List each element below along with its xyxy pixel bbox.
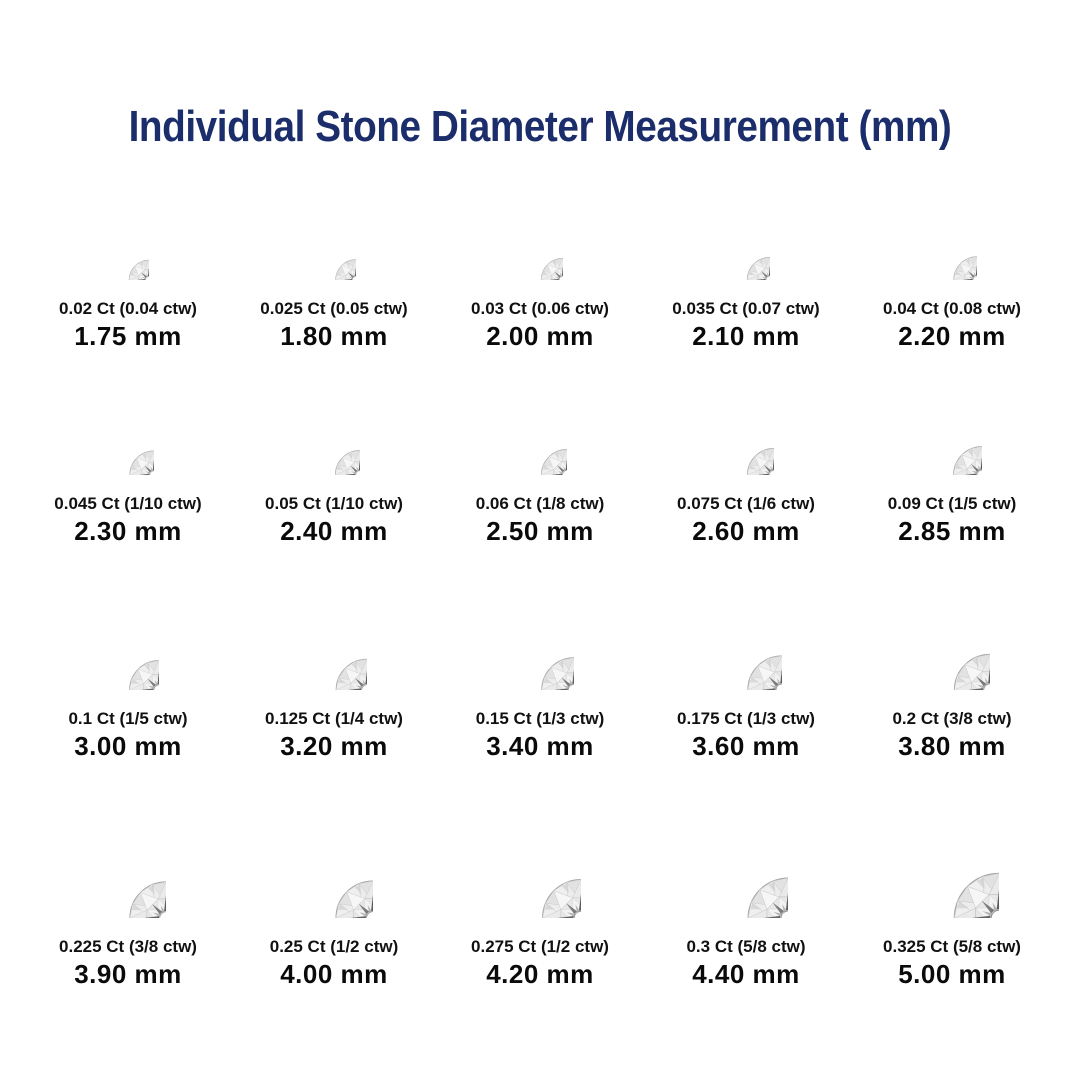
diameter-label: 3.40 mm: [486, 730, 594, 761]
carat-weight-label: 0.175 Ct (1/3 ctw): [677, 708, 815, 728]
diameter-label: 4.40 mm: [692, 958, 800, 989]
diamond-icon: [90, 842, 166, 918]
carat-weight-label: 0.045 Ct (1/10 ctw): [54, 493, 202, 513]
diameter-label: 2.50 mm: [486, 515, 594, 546]
carat-weight-label: 0.275 Ct (1/2 ctw): [471, 936, 609, 956]
diamond-icon: [500, 837, 581, 918]
diameter-label: 2.20 mm: [898, 320, 1006, 351]
diameter-label: 4.00 mm: [280, 958, 388, 989]
diamond-icon: [103, 424, 154, 475]
diamond-icon: [704, 834, 788, 918]
diameter-label: 3.20 mm: [280, 730, 388, 761]
stone-cell: [231, 200, 437, 352]
diamond-icon: [905, 824, 999, 918]
stone-cell: [849, 588, 1055, 762]
carat-weight-label: 0.02 Ct (0.04 ctw): [59, 298, 197, 318]
stone-cell: [643, 588, 849, 762]
diameter-label: 2.85 mm: [898, 515, 1006, 546]
diamond-icon: [506, 622, 574, 690]
carat-weight-label: 0.05 Ct (1/10 ctw): [265, 493, 403, 513]
diameter-label: 3.60 mm: [692, 730, 800, 761]
diameter-label: 1.75 mm: [74, 320, 182, 351]
diamond-icon: [308, 423, 360, 475]
diameter-label: 2.60 mm: [692, 515, 800, 546]
carat-weight-label: 0.125 Ct (1/4 ctw): [265, 708, 403, 728]
carat-weight-label: 0.03 Ct (0.06 ctw): [471, 298, 609, 318]
stone-cell: [231, 588, 437, 762]
stone-cell: [643, 200, 849, 352]
diamond-icon: [517, 234, 563, 280]
diamond-icon: [722, 232, 770, 280]
diamond-icon: [928, 231, 977, 280]
diamond-icon: [107, 238, 149, 280]
stone-cell: [25, 803, 231, 990]
stone-cell: [437, 390, 643, 547]
carat-weight-label: 0.2 Ct (3/8 ctw): [892, 708, 1012, 728]
diameter-label: 5.00 mm: [898, 958, 1006, 989]
carat-weight-label: 0.04 Ct (0.08 ctw): [883, 298, 1021, 318]
diameter-label: 2.30 mm: [74, 515, 182, 546]
diamond-icon: [513, 421, 567, 475]
diamond-icon: [718, 419, 774, 475]
stone-row: [25, 390, 1055, 547]
stone-cell: [849, 390, 1055, 547]
diamond-icon: [915, 615, 990, 690]
stone-row: [25, 588, 1055, 762]
diamond-icon: [295, 840, 373, 918]
diameter-label: 2.10 mm: [692, 320, 800, 351]
page-title: Individual Stone Diameter Measurement (mm): [128, 102, 952, 151]
diameter-label: 1.80 mm: [280, 320, 388, 351]
stone-cell: [437, 588, 643, 762]
stone-cell: [643, 803, 849, 990]
stone-cell: [25, 200, 231, 352]
diameter-label: 3.00 mm: [74, 730, 182, 761]
diameter-label: 3.80 mm: [898, 730, 1006, 761]
carat-weight-label: 0.1 Ct (1/5 ctw): [68, 708, 188, 728]
diameter-label: 4.20 mm: [486, 958, 594, 989]
stone-cell: [231, 390, 437, 547]
carat-weight-label: 0.25 Ct (1/2 ctw): [269, 936, 399, 956]
diameter-label: 2.00 mm: [486, 320, 594, 351]
carat-weight-label: 0.225 Ct (3/8 ctw): [59, 936, 197, 956]
diameter-label: 3.90 mm: [74, 958, 182, 989]
stone-cell: [25, 390, 231, 547]
diamond-icon: [922, 415, 982, 475]
diamond-icon: [302, 625, 367, 690]
stone-cell: [849, 200, 1055, 352]
stone-row: [25, 200, 1055, 352]
stone-cell: [849, 803, 1055, 990]
carat-weight-label: 0.09 Ct (1/5 ctw): [887, 493, 1017, 513]
stone-cell: [437, 200, 643, 352]
carat-weight-label: 0.15 Ct (1/3 ctw): [475, 708, 605, 728]
carat-weight-label: 0.325 Ct (5/8 ctw): [883, 936, 1021, 956]
stone-cell: [643, 390, 849, 547]
stone-cell: [437, 803, 643, 990]
carat-weight-label: 0.3 Ct (5/8 ctw): [686, 936, 806, 956]
stone-cell: [231, 803, 437, 990]
carat-weight-label: 0.035 Ct (0.07 ctw): [672, 298, 820, 318]
diamond-icon: [97, 628, 159, 690]
carat-weight-label: 0.06 Ct (1/8 ctw): [475, 493, 605, 513]
stone-cell: [25, 588, 231, 762]
carat-weight-label: 0.025 Ct (0.05 ctw): [260, 298, 408, 318]
diamond-icon: [313, 237, 356, 280]
diameter-label: 2.40 mm: [280, 515, 388, 546]
diamond-icon: [710, 618, 782, 690]
stone-row: [25, 803, 1055, 990]
carat-weight-label: 0.075 Ct (1/6 ctw): [677, 493, 815, 513]
